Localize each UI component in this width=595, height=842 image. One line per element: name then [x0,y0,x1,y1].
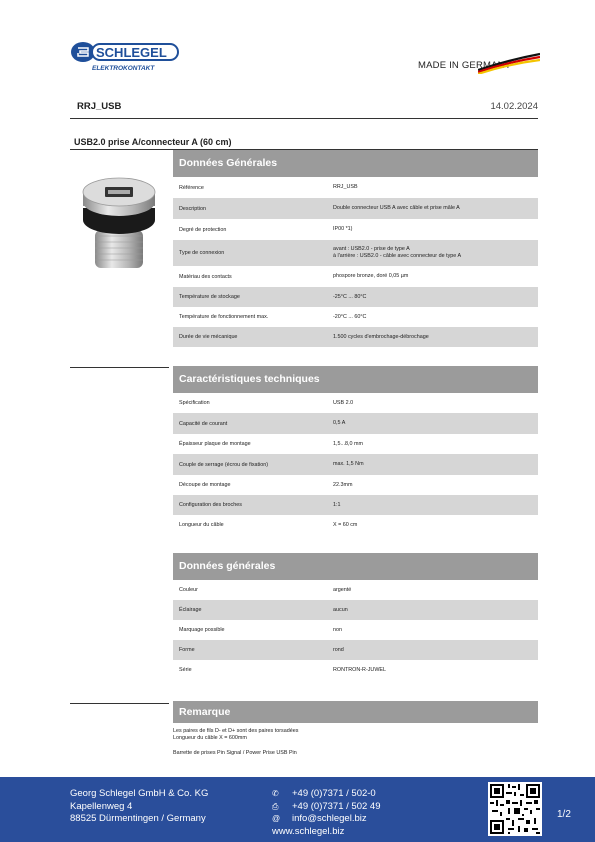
section-technical-characteristics [173,366,538,535]
spec-label: Durée de vie mécanique [179,334,238,340]
side-divider [70,367,169,368]
spec-label: Série [179,667,192,673]
spec-row [173,219,538,240]
spec-row [173,307,538,327]
spec-row [173,600,538,620]
spec-label: Longueur du câble [179,522,224,528]
spec-label: Configuration des broches [179,502,242,508]
page-number: 1/2 [557,809,571,820]
spec-row [173,327,538,347]
spec-row [173,515,538,535]
spec-row [173,640,538,660]
spec-row [173,454,538,475]
spec-row [173,198,538,219]
spec-value: rond [333,646,344,653]
product-title: USB2.0 prise A/connecteur A (60 cm) [74,137,232,147]
email-icon: @ [272,814,281,823]
spec-value-line2: à l'arrière : USB2.0 - câble avec connecteur de type A [333,253,462,259]
qr-code[interactable] [488,782,542,836]
spec-row [173,393,538,413]
spec-value: 0,5 A [333,420,346,426]
company-contact [272,788,380,838]
spec-label: Référence [179,184,204,191]
spec-label: Description [179,205,206,212]
phone-icon: ✆ [272,789,279,798]
spec-label: Degré de protection [179,226,227,233]
spec-value: aucun [333,606,348,613]
document-date: 14.02.2024 [490,101,538,112]
spec-row [173,495,538,515]
website-link[interactable]: www.schlegel.biz [272,825,345,837]
spec-value: 1.500 cycles d'embrochage-débrochage [333,333,429,340]
spec-value: X = 60 cm [333,521,358,528]
company-address [70,788,208,826]
section-remark [173,701,538,757]
spec-row [173,434,538,454]
section-general-data [173,150,538,347]
footer [0,777,595,842]
spec-value: Double connecteur USB A avec câble et prise mâle A [333,205,460,211]
section-title: Données générales [173,553,538,580]
spec-value: 1:1 [333,501,341,508]
spec-value: phospore bronze, doré 0,05 µm [333,273,409,279]
fax-number: +49 (0)7371 / 502 49 [292,800,381,812]
spec-label: Marquage possible [179,627,225,633]
section-title: Caractéristiques techniques [173,366,538,393]
spec-value: avant : USB2.0 - prise de type A [333,246,410,252]
schlegel-logo [70,40,180,72]
spec-row [173,287,538,307]
section-title: Données Générales [173,150,538,177]
spec-row [173,620,538,640]
remark-line: Barrette de prises Pin Signal / Power Prise USB Pin [173,750,297,756]
spec-label: Matériau des contacts [179,273,232,280]
email-link[interactable]: info@schlegel.biz [292,813,367,824]
company-city: 88525 Dürmentingen / Germany [70,813,206,824]
spec-value: RONTRON-R-JUWEL [333,666,387,673]
spec-value: RRJ_USB [333,184,358,190]
spec-label: Éclairage [179,607,202,613]
phone-number[interactable]: +49 (0)7371 / 502-0 [292,788,376,799]
svg-text:ELEKTROKONTAKT: ELEKTROKONTAKT [92,65,155,72]
made-in-germany-label: MADE IN GERMANY [418,60,512,71]
german-flag-swoosh-icon [478,52,540,74]
fax-icon: ⎙ [272,801,279,811]
spec-value: non [333,626,342,633]
spec-label: Température de fonctionnement max. [179,314,269,320]
company-name: Georg Schlegel GmbH & Co. KG [70,788,209,799]
spec-label: Couple de serrage (écrou de fixation) [179,461,268,468]
document-reference: RRJ_USB [77,101,122,112]
spec-value: USB 2.0 [333,399,354,406]
spec-label: Température de stockage [179,294,240,300]
usb-connector-product-image [77,172,161,272]
header-divider [70,118,538,119]
spec-label: Capacité de courant [179,420,228,427]
remark-line: Les paires de fils D- et D+ sont des paires torsadées [173,728,299,734]
spec-label: Forme [179,647,195,653]
spec-row [173,266,538,287]
spec-label: Spécification [179,400,210,406]
spec-row [173,177,538,198]
section-general-data-2 [173,553,538,680]
spec-value: -20°C ... 60°C [333,313,367,320]
spec-value: -25°C ... 80°C [333,293,367,300]
spec-label: Type de connexion [179,250,225,256]
spec-label: Épaisseur plaque de montage [179,441,251,447]
spec-row [173,660,538,680]
spec-row [173,475,538,495]
remark-line: Longueur du câble X = 600mm [173,735,247,741]
svg-text:SCHLEGEL: SCHLEGEL [96,45,167,60]
spec-value: max. 1,5 Nm [333,461,364,467]
side-divider [70,703,169,704]
spec-label: Découpe de montage [179,482,231,488]
spec-value: argenté [333,586,352,593]
remark-text [173,723,538,757]
company-street: Kapellenweg 4 [70,800,133,812]
spec-value: IP00 *1) [333,226,353,232]
spec-row [173,580,538,600]
spec-label: Couleur [179,587,198,593]
spec-value: 1,5...8,0 mm [333,440,363,447]
spec-value: 22.3mm [333,481,353,488]
spec-row [173,240,538,266]
spec-row [173,413,538,434]
section-title: Remarque [173,701,538,723]
